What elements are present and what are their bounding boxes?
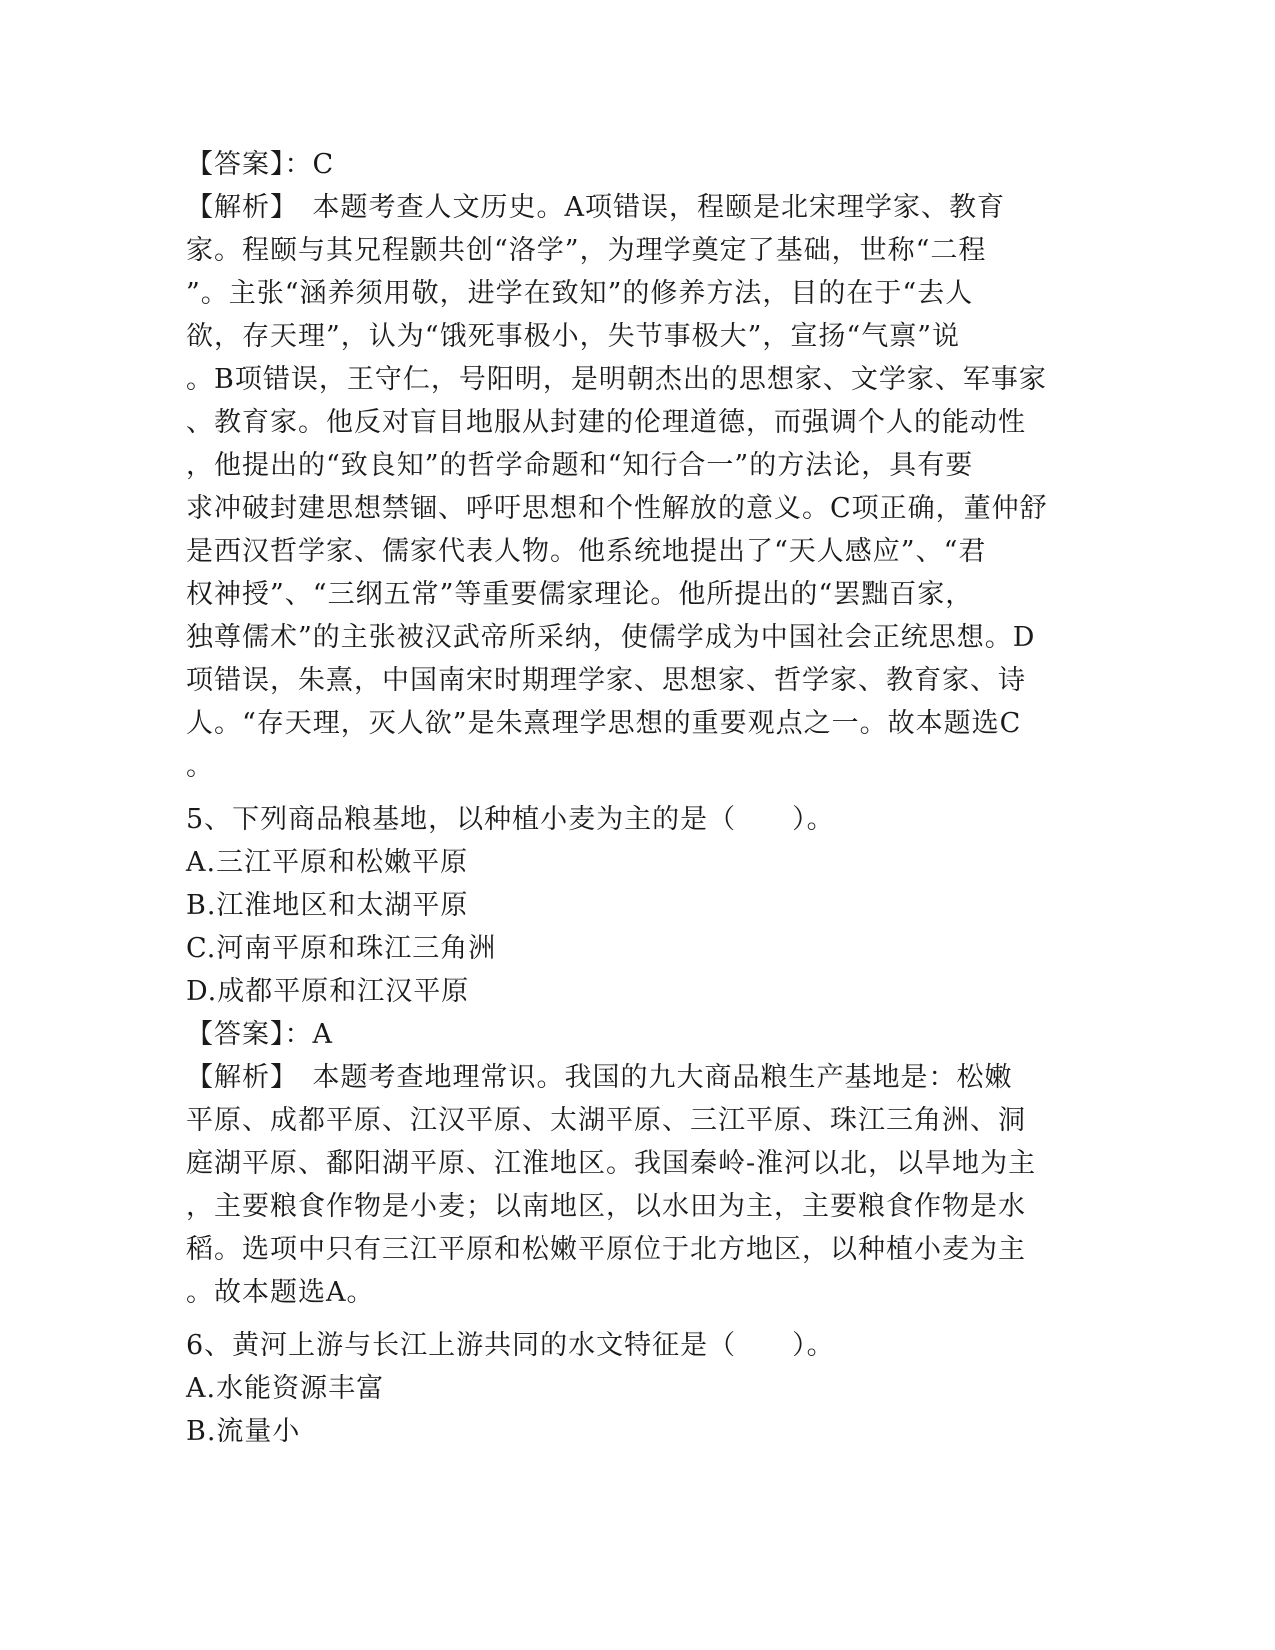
- q5-analysis-line: 稻。选项中只有三江平原和松嫩平原位于北方地区，以种植小麦为主: [186, 1234, 1026, 1265]
- q5-question: 5、下列商品粮基地，以种植小麦为主的是（ ）。: [186, 804, 835, 835]
- q5-answer: 【答案】：A: [186, 1019, 333, 1050]
- q4-analysis-line: ”。主张“涵养须用敬，进学在致知”的修养方法，目的在于“去人: [186, 278, 974, 309]
- q5-analysis-line: 。故本题选A。: [186, 1277, 375, 1308]
- q5-analysis-line: 【解析】 本题考查地理常识。我国的九大商品粮生产基地是：松嫩: [186, 1062, 1013, 1093]
- q6-question: 6、黄河上游与长江上游共同的水文特征是（ ）。: [186, 1330, 835, 1361]
- q5-analysis-line: ，主要粮食作物是小麦；以南地区，以水田为主，主要粮食作物是水: [186, 1191, 1026, 1222]
- q4-analysis-line: 权神授”、“三纲五常”等重要儒家理论。他所提出的“罢黜百家，: [186, 579, 974, 610]
- q4-answer: 【答案】：C: [186, 149, 335, 180]
- q4-analysis-line: 独尊儒术”的主张被汉武帝所采纳，使儒学成为中国社会正统思想。D: [186, 622, 1036, 653]
- q5-analysis-line: 庭湖平原、鄱阳湖平原、江淮地区。我国秦岭-淮河以北，以旱地为主: [186, 1148, 1037, 1179]
- q4-analysis-line: 家。程颐与其兄程颢共创“洛学”，为理学奠定了基础，世称“二程: [186, 235, 987, 266]
- q4-analysis-line: 是西汉哲学家、儒家代表人物。他系统地提出了“天人感应”、“君: [186, 536, 987, 567]
- spacer: [186, 1314, 1086, 1324]
- q6-option-a: A.水能资源丰富: [186, 1373, 385, 1404]
- q4-analysis-line: 欲，存天理”，认为“饿死事极小，失节事极大”，宣扬“气禀”说: [186, 321, 961, 352]
- q4-analysis-line: 人。“存天理，灭人欲”是朱熹理学思想的重要观点之一。故本题选C: [186, 708, 1022, 739]
- q4-analysis-line: 。B项错误，王守仁，号阳明，是明朝杰出的思想家、文学家、军事家: [186, 364, 1047, 395]
- q4-analysis-line: 求冲破封建思想禁锢、呼吁思想和个性解放的意义。C项正确，董仲舒: [186, 493, 1048, 524]
- q4-analysis-line: ，他提出的“致良知”的哲学命题和“知行合一”的方法论，具有要: [186, 450, 974, 481]
- q5-analysis-line: 平原、成都平原、江汉平原、太湖平原、三江平原、珠江三角洲、洞: [186, 1105, 1026, 1136]
- document-content: [186, 143, 1086, 1453]
- spacer: [186, 788, 1086, 798]
- q4-analysis-line: 【解析】 本题考查人文历史。A项错误，程颐是北宋理学家、教育: [186, 192, 1005, 223]
- q4-analysis-line: 、教育家。他反对盲目地服从封建的伦理道德，而强调个人的能动性: [186, 407, 1026, 438]
- q5-option-a: A.三江平原和松嫩平原: [186, 847, 469, 878]
- q5-option-b: B.江淮地区和太湖平原: [186, 890, 469, 921]
- q4-analysis-line: 。: [186, 751, 214, 782]
- q4-analysis-line: 项错误，朱熹，中国南宋时期理学家、思想家、哲学家、教育家、诗: [186, 665, 1026, 696]
- q5-option-d: D.成都平原和江汉平原: [186, 976, 470, 1007]
- q5-option-c: C.河南平原和珠江三角洲: [186, 933, 497, 964]
- q6-option-b: B.流量小: [186, 1416, 301, 1447]
